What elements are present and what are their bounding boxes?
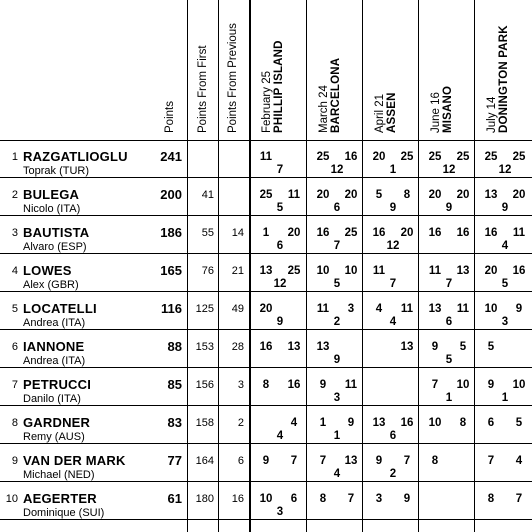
rider-points-from-previous: 6 <box>237 455 244 467</box>
race-result: 4 <box>290 417 298 429</box>
rider-surname: GARDNER <box>23 415 91 430</box>
rider-position: 9 <box>11 455 18 467</box>
rider-position: 10 <box>5 493 18 505</box>
race-result: 7 <box>431 379 439 391</box>
race-result: 9 <box>445 202 453 214</box>
race-result: 25 <box>400 151 414 163</box>
rider-nation: (GBR) <box>47 279 79 291</box>
race-result: 16 <box>512 265 526 277</box>
race-result: 9 <box>375 455 383 467</box>
race-result: 20 <box>484 265 498 277</box>
race-result: 9 <box>389 202 397 214</box>
race-result: 8 <box>459 417 467 429</box>
rider-first-name: Andrea <box>23 317 59 329</box>
race-result: 11 <box>344 379 358 391</box>
rider-points-from-first: 55 <box>201 227 214 239</box>
rider-position: 8 <box>11 417 18 429</box>
race-result: 20 <box>456 189 470 201</box>
race-result: 8 <box>319 493 327 505</box>
race-result: 3 <box>501 316 509 328</box>
race-result: 13 <box>344 455 358 467</box>
divider-event-4 <box>474 0 475 532</box>
header-points-from-first: Points From First <box>197 45 209 133</box>
race-result: 25 <box>287 265 301 277</box>
race-result: 5 <box>276 202 284 214</box>
rider-points: 241 <box>160 149 182 164</box>
race-result: 12 <box>386 240 400 252</box>
rider-surname: BAUTISTA <box>23 225 90 240</box>
divider-points <box>187 0 188 532</box>
rider-points: 83 <box>167 415 182 430</box>
race-result: 9 <box>262 455 270 467</box>
rider-surname: BULEGA <box>23 187 80 202</box>
rider-first-name: Andrea <box>23 355 59 367</box>
event-header-barcelona: March 24 BARCELONA <box>318 57 342 133</box>
rider-position: 4 <box>11 265 18 277</box>
row-divider <box>0 367 532 368</box>
rider-surname: PETRUCCI <box>23 377 92 392</box>
race-result: 6 <box>290 493 298 505</box>
race-result: 7 <box>276 164 284 176</box>
rider-points: 200 <box>160 187 182 202</box>
rider-points-from-first: 158 <box>195 417 214 429</box>
race-result: 16 <box>484 227 498 239</box>
race-result: 16 <box>456 227 470 239</box>
race-result: 25 <box>344 227 358 239</box>
rider-points-from-previous: 21 <box>231 265 244 277</box>
race-result: 13 <box>287 341 301 353</box>
race-result: 12 <box>273 278 287 290</box>
race-result: 4 <box>276 430 284 442</box>
race-result: 1 <box>389 164 397 176</box>
race-result: 7 <box>487 455 495 467</box>
rider-points-from-first: 125 <box>195 303 214 315</box>
race-result: 13 <box>428 303 442 315</box>
race-result: 4 <box>501 240 509 252</box>
rider-points-from-previous: 49 <box>231 303 244 315</box>
divider-event-3 <box>418 0 419 532</box>
rider-points-from-first: 156 <box>195 379 214 391</box>
race-result: 16 <box>400 417 414 429</box>
race-result: 4 <box>389 316 397 328</box>
rider-surname: LOCATELLI <box>23 301 97 316</box>
event-header-donington-park: July 14 DONINGTON PARK <box>486 25 510 133</box>
race-result: 11 <box>512 227 526 239</box>
rider-surname: IANNONE <box>23 339 85 354</box>
race-result: 5 <box>445 354 453 366</box>
race-result: 1 <box>319 417 327 429</box>
rider-points: 88 <box>167 339 182 354</box>
race-result: 20 <box>316 189 330 201</box>
rider-nation: (ITA) <box>57 393 81 405</box>
race-result: 6 <box>389 430 397 442</box>
rider-position: 1 <box>11 151 18 163</box>
race-result: 5 <box>501 278 509 290</box>
rider-position: 3 <box>11 227 18 239</box>
race-result: 13 <box>456 265 470 277</box>
race-result: 7 <box>333 240 341 252</box>
race-result: 6 <box>445 316 453 328</box>
row-divider <box>0 177 532 178</box>
divider-from-first <box>218 0 219 532</box>
race-result: 9 <box>347 417 355 429</box>
race-result: 2 <box>389 468 397 480</box>
race-result: 16 <box>259 341 273 353</box>
race-result: 25 <box>259 189 273 201</box>
race-result: 11 <box>456 303 470 315</box>
race-result: 10 <box>484 303 498 315</box>
race-result: 11 <box>259 151 273 163</box>
race-result: 13 <box>484 189 498 201</box>
race-result: 16 <box>428 227 442 239</box>
rider-points: 165 <box>160 263 182 278</box>
row-divider <box>0 329 532 330</box>
rider-nation: (ITA) <box>61 317 86 329</box>
race-result: 1 <box>445 392 453 404</box>
rider-points: 116 <box>161 301 182 316</box>
race-result: 4 <box>375 303 383 315</box>
race-result: 11 <box>400 303 414 315</box>
race-result: 25 <box>456 151 470 163</box>
race-result: 9 <box>319 379 327 391</box>
race-result: 6 <box>276 240 284 252</box>
rider-nation: (NED) <box>63 469 95 481</box>
rider-first-name: Danilo <box>23 393 55 405</box>
race-result: 8 <box>431 455 439 467</box>
rider-position: 7 <box>11 379 18 391</box>
race-result: 5 <box>375 189 383 201</box>
race-result: 8 <box>487 493 495 505</box>
divider-event-1 <box>306 0 307 532</box>
rider-points-from-previous: 16 <box>231 493 244 505</box>
race-result: 5 <box>459 341 467 353</box>
race-result: 20 <box>287 227 301 239</box>
race-result: 3 <box>276 506 284 518</box>
race-result: 11 <box>287 189 301 201</box>
race-result: 10 <box>316 265 330 277</box>
race-result: 4 <box>333 468 341 480</box>
race-result: 5 <box>515 417 523 429</box>
event-header-misano: June 16 MISANO <box>430 85 454 133</box>
header-points: Points <box>164 101 176 133</box>
rider-points-from-previous: 28 <box>231 341 244 353</box>
rider-points: 85 <box>167 377 182 392</box>
race-result: 13 <box>372 417 386 429</box>
row-divider <box>0 215 532 216</box>
header-points-from-previous: Points From Previous <box>227 23 239 133</box>
race-result: 13 <box>259 265 273 277</box>
race-result: 11 <box>316 303 330 315</box>
rider-points-from-first: 180 <box>195 493 214 505</box>
race-result: 20 <box>344 189 358 201</box>
race-result: 20 <box>428 189 442 201</box>
race-result: 11 <box>428 265 442 277</box>
race-result: 7 <box>403 455 411 467</box>
race-result: 7 <box>515 493 523 505</box>
race-result: 7 <box>389 278 397 290</box>
rider-points: 186 <box>160 225 182 240</box>
race-result: 1 <box>262 227 270 239</box>
divider-event-2 <box>362 0 363 532</box>
race-result: 25 <box>316 151 330 163</box>
race-result: 9 <box>403 493 411 505</box>
race-result: 1 <box>333 430 341 442</box>
race-result: 2 <box>333 316 341 328</box>
rider-first-name: Alex <box>23 279 45 291</box>
race-result: 20 <box>372 151 386 163</box>
race-result: 10 <box>512 379 526 391</box>
race-result: 16 <box>316 227 330 239</box>
rider-nation: (AUS) <box>54 431 85 443</box>
race-result: 9 <box>333 354 341 366</box>
race-result: 3 <box>375 493 383 505</box>
race-result: 10 <box>344 265 358 277</box>
row-divider <box>0 291 532 292</box>
row-divider <box>0 405 532 406</box>
race-result: 16 <box>287 379 301 391</box>
race-result: 9 <box>501 202 509 214</box>
race-result: 9 <box>487 379 495 391</box>
race-result: 9 <box>515 303 523 315</box>
race-result: 13 <box>316 341 330 353</box>
race-result: 7 <box>445 278 453 290</box>
race-result: 4 <box>515 455 523 467</box>
race-result: 25 <box>484 151 498 163</box>
race-result: 11 <box>372 265 386 277</box>
rider-points-from-first: 164 <box>195 455 214 467</box>
race-result: 8 <box>262 379 270 391</box>
rider-first-name: Michael <box>23 469 61 481</box>
rider-surname: RAZGATLIOGLU <box>23 149 128 164</box>
race-result: 3 <box>333 392 341 404</box>
rider-points: 61 <box>167 491 182 506</box>
rider-first-name: Nicolo <box>23 203 54 215</box>
rider-points-from-previous: 14 <box>231 227 244 239</box>
race-result: 12 <box>330 164 344 176</box>
race-result: 8 <box>403 189 411 201</box>
race-result: 20 <box>512 189 526 201</box>
race-result: 12 <box>442 164 456 176</box>
race-result: 16 <box>344 151 358 163</box>
race-result: 1 <box>501 392 509 404</box>
race-result: 10 <box>259 493 273 505</box>
race-result: 6 <box>487 417 495 429</box>
race-result: 20 <box>259 303 273 315</box>
rider-first-name: Remy <box>23 431 52 443</box>
race-result: 5 <box>487 341 495 353</box>
rider-points-from-first: 41 <box>201 189 214 201</box>
rider-surname: LOWES <box>23 263 72 278</box>
race-result: 10 <box>428 417 442 429</box>
rider-position: 2 <box>11 189 18 201</box>
rider-surname: AEGERTER <box>23 491 97 506</box>
rider-points: 77 <box>167 453 182 468</box>
rider-first-name: Dominique <box>23 507 76 519</box>
race-result: 25 <box>512 151 526 163</box>
race-result: 13 <box>400 341 414 353</box>
rider-points-from-previous: 3 <box>237 379 244 391</box>
rider-nation: (ESP) <box>57 241 87 253</box>
event-header-phillip-island: February 25 PHILLIP ISLAND <box>261 40 285 133</box>
row-divider <box>0 481 532 482</box>
header-rule <box>0 140 532 141</box>
rider-points-from-previous: 2 <box>237 417 244 429</box>
rider-nation: (ITA) <box>61 355 86 367</box>
rider-points-from-first: 153 <box>195 341 214 353</box>
race-result: 9 <box>431 341 439 353</box>
race-result: 9 <box>276 316 284 328</box>
rider-nation: (TUR) <box>59 165 90 177</box>
race-result: 6 <box>333 202 341 214</box>
rider-position: 6 <box>11 341 18 353</box>
row-divider <box>0 443 532 444</box>
divider-events-start <box>249 0 251 532</box>
race-result: 3 <box>347 303 355 315</box>
race-result: 7 <box>290 455 298 467</box>
race-result: 7 <box>319 455 327 467</box>
row-divider <box>0 253 532 254</box>
race-result: 20 <box>400 227 414 239</box>
rider-position: 5 <box>11 303 18 315</box>
rider-points-from-first: 76 <box>201 265 214 277</box>
rider-first-name: Alvaro <box>23 241 55 253</box>
row-divider <box>0 519 532 520</box>
race-result: 5 <box>333 278 341 290</box>
event-header-assen: April 21 ASSEN <box>374 92 398 133</box>
race-result: 12 <box>498 164 512 176</box>
race-result: 7 <box>347 493 355 505</box>
rider-nation: (ITA) <box>56 203 81 215</box>
race-result: 16 <box>372 227 386 239</box>
race-result: 10 <box>456 379 470 391</box>
rider-first-name: Toprak <box>23 165 57 177</box>
race-result: 25 <box>428 151 442 163</box>
rider-nation: (SUI) <box>78 507 105 519</box>
rider-surname: VAN DER MARK <box>23 453 126 468</box>
